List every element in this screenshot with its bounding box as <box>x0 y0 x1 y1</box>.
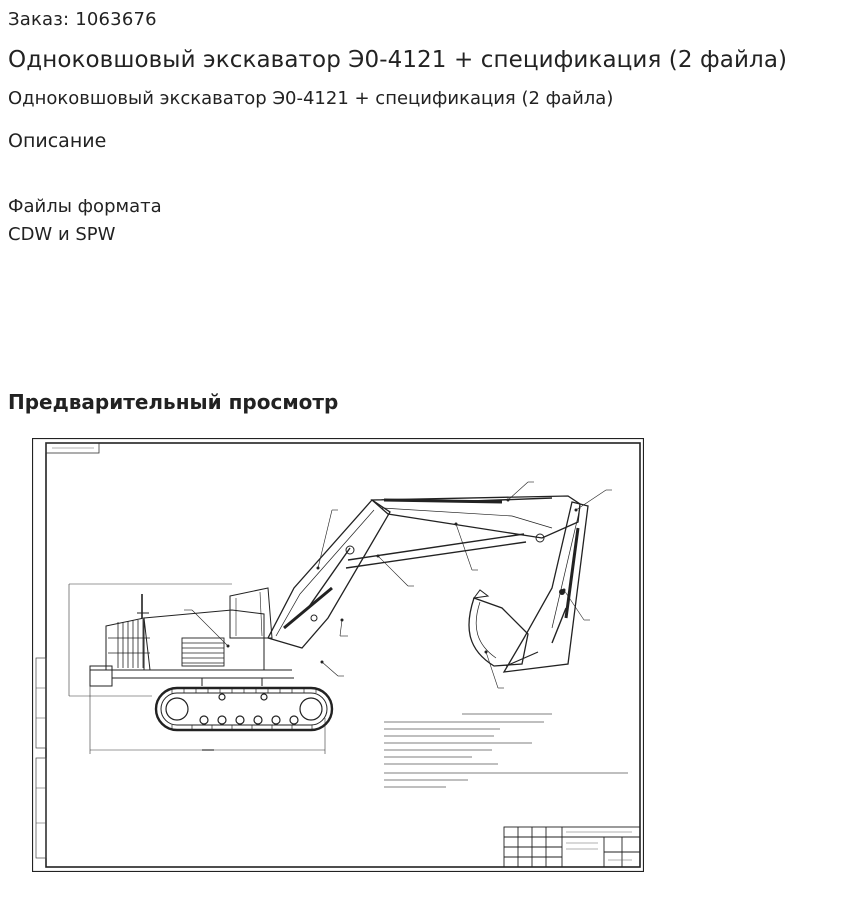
page-subtitle: Одноковшовый экскаватор Э0-4121 + спецификация (2 файла) <box>8 88 614 109</box>
page-title: Одноковшовый экскаватор Э0-4121 + спецификация (2 файла) <box>8 47 788 73</box>
preview-heading: Предварительный просмотр <box>8 390 339 414</box>
drawing-preview-image[interactable] <box>32 438 644 872</box>
order-number: Заказ: 1063676 <box>8 9 157 30</box>
file-formats <box>8 193 162 249</box>
excavator-drawing <box>32 438 644 872</box>
formats-line-2: CDW и SPW <box>8 224 116 245</box>
formats-line-1: Файлы формата <box>8 196 162 217</box>
description-heading: Описание <box>8 130 107 152</box>
